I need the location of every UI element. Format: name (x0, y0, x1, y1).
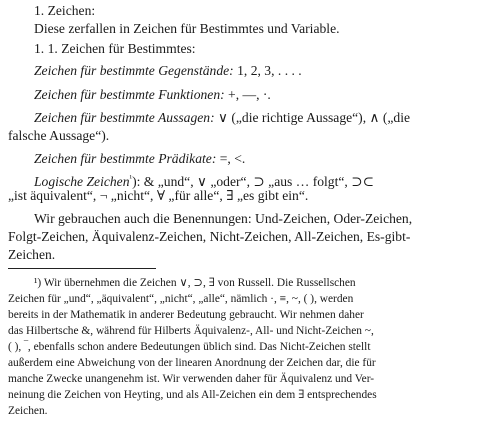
footnote-line-1: ¹) Wir übernehmen die Zeichen ∨, ⊃, ∃ von Russell. Die Russellschen (34, 277, 356, 289)
footnote-line-6: außerdem eine Abweichung von der linearen Anordnung der Zeichen dar, die für (8, 357, 376, 369)
footnote-line-2: Zeichen für „und“, „äquivalent“, „nicht“, „alle“, nämlich ·, ≡, ~, ( ), werden (8, 293, 354, 305)
item-gegenstaende (34, 63, 302, 79)
footnote-line-8: neinung die Zeichen von Heyting, und als All-Zeichen ein dem ∃ entsprechendes (8, 389, 377, 401)
subsection-heading: 1. 1. Zeichen für Bestimmtes: (34, 41, 196, 56)
item-aussagen-label: Zeichen für bestimmte Aussagen: (34, 110, 215, 125)
item-funktionen (34, 87, 271, 103)
footnote-separator (8, 268, 156, 269)
paragraph-line-1: Wir gebrauchen auch die Benennungen: Und-Zeichen, Oder-Zeichen, (34, 211, 413, 226)
footnote-line-7: manche Zwecke unangenehm ist. Wir verwenden daher für Äquivalenz und Ver- (8, 373, 375, 385)
item-aussagen-rest: ∨ („die richtige Aussage“), ∧ („die (214, 110, 411, 125)
item-praedikate-value: =, <. (216, 151, 246, 166)
item-funktionen-label: Zeichen für bestimmte Funktionen: (34, 87, 225, 102)
item-aussagen (34, 110, 410, 126)
paragraph-line-2: Folgt-Zeichen, Äquivalenz-Zeichen, Nicht-Zeichen, All-Zeichen, Es-gibt- (8, 229, 411, 244)
footnote-reference: ¹ (129, 173, 133, 183)
footnote-line-4: das Hilbertsche &, während für Hilberts Äquivalenz-, All- und Nicht-Zeichen ~, (8, 325, 374, 337)
item-logische-rest: ): & „und“, ∨ „oder“, ⊃ „aus … folgt“, ⊃⊂ (132, 174, 374, 189)
footnote-line-5: ( ), ‾, ebenfalls schon andere Bedeutungen üblich sind. Das Nicht-Zeichen stellt (8, 341, 371, 353)
item-gegenstaende-label: Zeichen für bestimmte Gegenstände: (34, 63, 234, 78)
footnote-line-3: bereits in der Mathematik in anderer Bedeutung gebraucht. Wir nehmen daher (8, 309, 364, 321)
section-intro: Diese zerfallen in Zeichen für Bestimmtes und Variable. (34, 21, 340, 36)
item-praedikate-label: Zeichen für bestimmte Prädikate: (34, 151, 217, 166)
item-funktionen-value: +, —, ·. (224, 87, 271, 102)
section-heading: 1. Zeichen: (34, 3, 96, 18)
item-gegenstaende-value: 1, 2, 3, . . . . (233, 63, 302, 78)
footnote-line-9: Zeichen. (8, 405, 48, 417)
item-logische-continuation: „ist äquivalent“, ¬ „nicht“, ∀ „für alle“, ∃ „es gibt ein“. (8, 188, 309, 203)
item-logische-label: Logische Zeichen (34, 174, 130, 189)
item-aussagen-continuation: falsche Aussage“). (8, 128, 110, 143)
paragraph-line-3: Zeichen. (8, 247, 56, 262)
item-praedikate (34, 151, 245, 167)
item-logische (34, 170, 374, 190)
